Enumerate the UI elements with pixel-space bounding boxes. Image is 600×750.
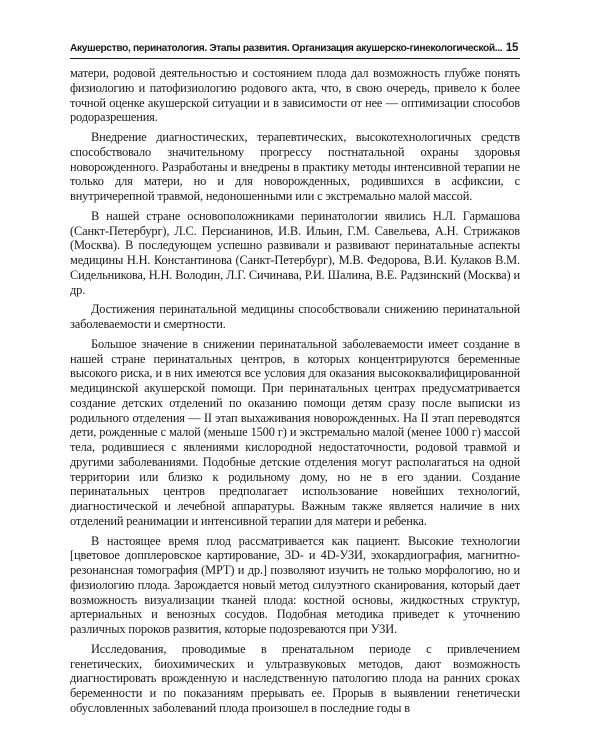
book-page <box>70 42 520 721</box>
paragraph: В настоящее время плод рассматривается как пациент. Высокие технологии [цветовое допплеровское картирование, 3D- и 4D-УЗИ, эхокардиография, магнитно-резонансная томография (МРТ) и др.] позволяют изучить не только морфологию, но и физиологию плода. Зарождается новый метод силуэтного сканирования, который дает возможность визуализации тканей плода: костной основы, жидкостных структур, артериальных и венозных сосудов. Подобная методика приведет к уточнению различных пороков развития, которые подозреваются при УЗИ. <box>70 533 520 636</box>
running-header <box>70 42 520 59</box>
paragraph: Исследования, проводимые в пренатальном периоде с привлечением генетических, биохимических и ультразвуковых методов, дают возможность диагностировать врожденную и наследственную патологию плода на ранних сроках беременности и по показаниям прерывать ее. Прорыв в выявлении генетически обусловленных заболеваний плода произошел в последние годы в <box>70 641 520 715</box>
paragraph: В нашей стране основоположниками перинатологии явились Н.Л. Гармашова (Санкт-Петербург), Л.С. Персианинов, И.В. Ильин, Г.М. Савельева, А.Н. Стрижаков (Москва). В последующем успешно развивали и развивают перинатальные аспекты медицины Н.Н. Константинова (Санкт-Петербург), М.В. Федорова, В.И. Кулаков В.М. Сидельникова, Н.Н. Володин, Л.Г. Сичинава, Р.И. Шалина, В.Е. Радзинский (Москва) и др. <box>70 208 520 297</box>
paragraph-continued: матери, родовой деятельностью и состоянием плода дал возможность глубже понять физиологию и патофизиологию родового акта, что, в свою очередь, привело к более точной оценке акушерской ситуации и в зависимости от нее — оптимизации способов родоразрешения. <box>70 66 520 125</box>
body-text <box>70 66 520 716</box>
paragraph: Внедрение диагностических, терапевтических, высокотехнологичных средств способствовало значительному прогрессу постнатальной охраны здоровья новорожденного. Разработаны и внедрены в практику методы интенсивной терапии не только для матери, но и для новорожденных, родившихся в асфиксии, с внутричерепной травмой, недоношенными или с экстремально малой массой. <box>70 130 520 203</box>
running-title: Акушерство, перинатология. Этапы развития. Организация акушерско-гинекологической... <box>70 43 503 54</box>
paragraph: Большое значение в снижении перинатальной заболеваемости имеет создание в нашей стране перинатальных центров, в которых концентрируются беременные высокого риска, и в них имеются все условия для оказания высококвалифицированной медицинской акушерской помощи. При перинатальных центрах предусматривается создание детских отделений по оказанию помощи детям сразу после выписки из родильного отделения — II этап выхаживания новорожденных. На II этап переводятся дети, рожденные с малой (меньше 1500 г) и экстремально малой (менее 1000 г) массой тела, родившиеся с явлениями кислородной недостаточности, родовой травмой и другими заболеваниями. Подобные детские отделения могут располагаться на одной территории или близко к родильному дому, но не в его здании. Создание перинатальных центров предполагает использование новейших технологий, диагностической и лечебной аппаратуры. Важным также является наличие в них отделений реанимации и интенсивной терапии для матери и ребенка. <box>70 336 520 528</box>
paragraph: Достижения перинатальной медицины способствовали снижению перинатальной заболеваемости и смертности. <box>70 302 520 331</box>
page-number: 15 <box>505 42 518 54</box>
